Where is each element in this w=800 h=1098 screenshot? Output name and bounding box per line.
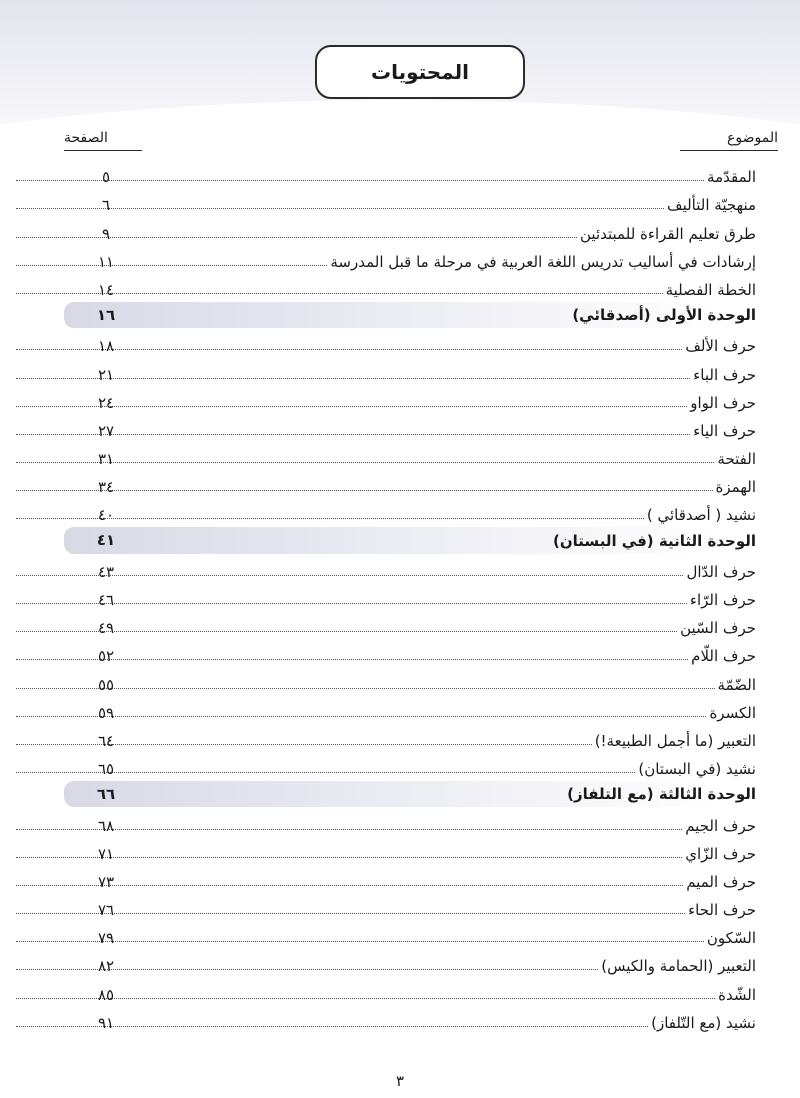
toc-entry-row[interactable]	[0, 949, 800, 977]
entry-title: الشّدة	[718, 985, 756, 1004]
entry-title: حرف السّين	[680, 619, 756, 638]
toc-entry-row[interactable]	[0, 667, 800, 695]
page-column-header: الصفحة	[64, 130, 142, 151]
toc-entry-row[interactable]	[0, 865, 800, 893]
entry-page-number: ١١	[97, 252, 115, 271]
entry-page-number: ٨٥	[97, 985, 115, 1004]
unit-title: الوحدة الثالثة (مع التلفاز)	[567, 785, 756, 804]
toc-entry-row[interactable]	[0, 583, 800, 611]
entry-page-number: ٩	[101, 224, 111, 243]
toc-entry-row[interactable]	[0, 893, 800, 921]
toc-entry-row[interactable]	[0, 160, 800, 188]
toc-entry-row[interactable]	[0, 442, 800, 470]
toc-entry-row[interactable]	[0, 273, 800, 301]
toc-entry-row[interactable]	[0, 639, 800, 667]
entry-title: حرف الياء	[693, 421, 756, 440]
toc-entry-row[interactable]	[0, 470, 800, 498]
entry-title: الكسرة	[709, 703, 756, 722]
unit-heading-row[interactable]	[0, 780, 800, 808]
unit-heading-row[interactable]	[0, 301, 800, 329]
entry-page-number: ٣٤	[97, 478, 115, 497]
entry-page-number: ٧٩	[97, 929, 115, 948]
entry-title: المقدّمة	[707, 168, 756, 187]
entry-page-number: ٥٢	[97, 647, 115, 666]
entry-title: طرق تعليم القراءة للمبتدئين	[580, 224, 756, 243]
entry-title: منهجيّة التأليف	[667, 196, 756, 215]
toc-entry-row[interactable]	[0, 386, 800, 414]
toc-entry-row[interactable]	[0, 414, 800, 442]
entry-page-number: ٦٨	[97, 816, 115, 835]
toc-entry-row[interactable]	[0, 357, 800, 385]
toc-entry-row[interactable]	[0, 752, 800, 780]
entry-page-number: ٢٤	[97, 393, 115, 412]
entry-title: حرف الرّاء	[689, 591, 756, 609]
entry-page-number: ٤٦	[97, 591, 115, 609]
entry-title: حرف الألف	[685, 337, 756, 356]
entry-page-number: ٢٧	[97, 421, 115, 440]
entry-title: الفتحة	[717, 450, 756, 469]
entry-title: حرف الواو	[690, 393, 756, 412]
entry-page-number: ٥٥	[97, 675, 115, 694]
entry-page-number: ٤٩	[97, 619, 115, 638]
toc-entry-row[interactable]	[0, 498, 800, 526]
entry-title: حرف اللّام	[691, 647, 756, 666]
toc-entry-row[interactable]	[0, 555, 800, 583]
toc-entry-row[interactable]	[0, 1006, 800, 1034]
unit-heading-row[interactable]	[0, 526, 800, 554]
entry-page-number: ٢١	[97, 365, 115, 384]
toc-entry-row[interactable]	[0, 808, 800, 836]
table-of-contents	[0, 160, 800, 1034]
entry-title: حرف الميم	[686, 872, 756, 891]
entry-page-number: ٩١	[97, 1013, 115, 1032]
entry-title: حرف الباء	[693, 365, 756, 384]
entry-title: نشيد ( أصدقائي )	[646, 506, 756, 525]
entry-page-number: ٦٤	[97, 731, 115, 750]
entry-page-number: ٧٦	[97, 901, 115, 920]
entry-title: نشيد (مع التّلفاز)	[651, 1013, 756, 1032]
toc-entry-row[interactable]	[0, 216, 800, 244]
entry-title: نشيد (في البستان)	[638, 760, 756, 779]
entry-page-number: ٤٣	[97, 562, 115, 581]
toc-entry-row[interactable]	[0, 724, 800, 752]
entry-title: الهمزة	[715, 478, 756, 497]
entry-title: حرف الجيم	[685, 816, 756, 835]
toc-entry-row[interactable]	[0, 977, 800, 1005]
toc-entry-row[interactable]	[0, 611, 800, 639]
entry-page-number: ٦	[101, 196, 111, 215]
entry-page-number: ١٦	[96, 305, 116, 324]
entry-page-number: ٤٠	[97, 506, 115, 525]
entry-title: التعبير (ما أجمل الطبيعة!)	[594, 731, 756, 750]
entry-page-number: ٧٣	[97, 872, 115, 891]
toc-entry-row[interactable]	[0, 245, 800, 273]
entry-page-number: ٤١	[96, 531, 116, 550]
toc-entry-row[interactable]	[0, 696, 800, 724]
entry-title: حرف الزّاي	[685, 844, 756, 863]
entry-title: التعبير (الحمامة والكيس)	[601, 957, 756, 976]
entry-page-number: ٨٢	[97, 957, 115, 976]
entry-title: حرف الدّال	[686, 562, 756, 581]
entry-page-number: ٥	[101, 168, 111, 187]
entry-page-number: ٦٥	[97, 760, 115, 779]
entry-page-number: ٣١	[97, 450, 115, 469]
topic-column-header: الموضوع	[680, 130, 778, 151]
page-title: المحتويات	[315, 45, 525, 99]
toc-entry-row[interactable]	[0, 188, 800, 216]
unit-title: الوحدة الثانية (في البستان)	[553, 531, 756, 550]
unit-title: الوحدة الأولى (أصدقائي)	[572, 306, 756, 325]
dotted-leader	[16, 264, 327, 266]
page-number: ٣	[395, 1072, 405, 1090]
entry-page-number: ١٨	[97, 337, 115, 356]
toc-entry-row[interactable]	[0, 329, 800, 357]
entry-page-number: ٧١	[97, 844, 115, 863]
entry-title: الضّمّة	[717, 675, 756, 694]
entry-page-number: ٦٦	[96, 785, 116, 804]
entry-title: السّكون	[706, 929, 756, 948]
toc-entry-row[interactable]	[0, 921, 800, 949]
entry-title: حرف الحاء	[688, 901, 756, 920]
entry-page-number: ٥٩	[97, 703, 115, 722]
entry-title: إرشادات في أساليب تدريس اللغة العربية في مرحلة ما قبل المدرسة	[330, 252, 756, 271]
entry-title: الخطة الفصلية	[665, 280, 756, 299]
toc-entry-row[interactable]	[0, 837, 800, 865]
entry-page-number: ١٤	[97, 280, 115, 299]
